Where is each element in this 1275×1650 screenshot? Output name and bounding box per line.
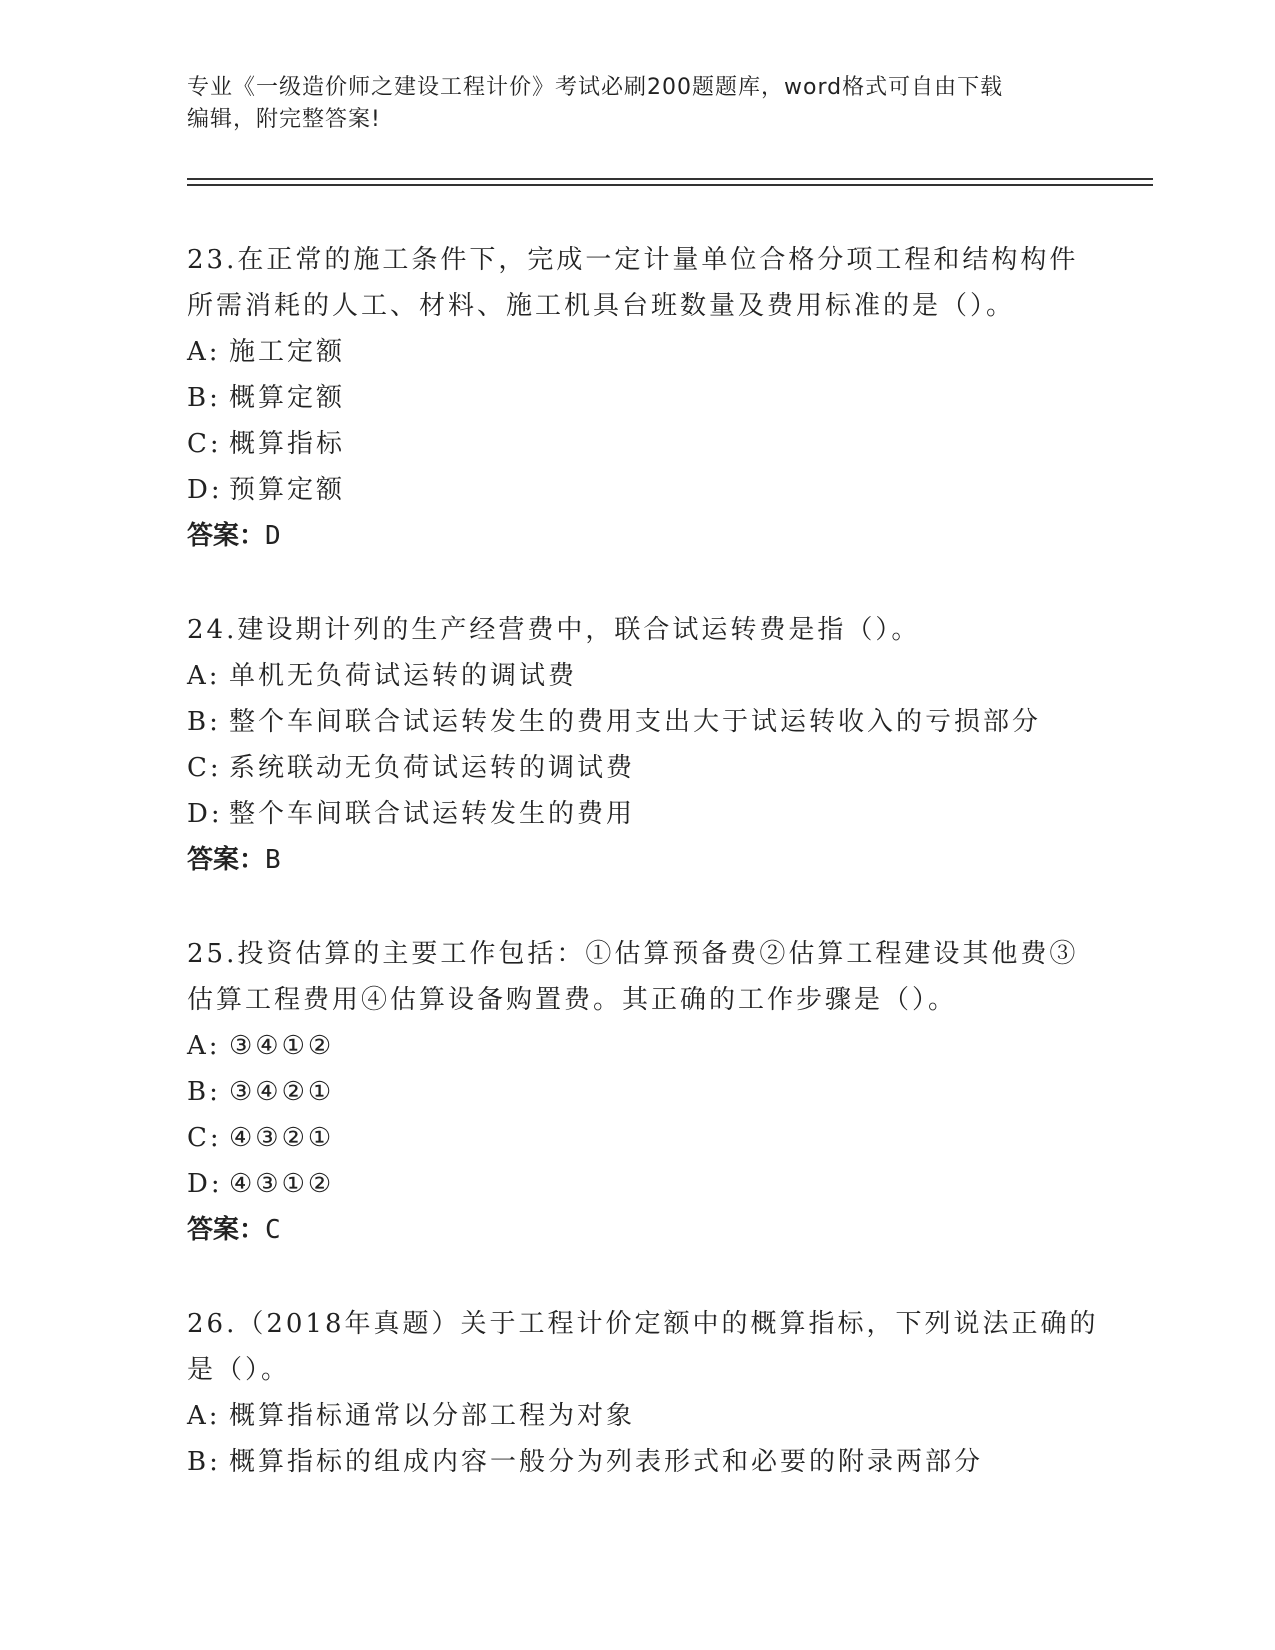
option-text: 单机无负荷试运转的调试费	[229, 661, 578, 691]
answer-label: 答案：	[187, 1215, 266, 1245]
option-b	[187, 1439, 1107, 1485]
option-letter: B:	[187, 1447, 221, 1477]
option-letter: C:	[187, 429, 222, 459]
option-c	[187, 421, 1107, 467]
option-text: ③④②①	[229, 1077, 335, 1107]
question-stem-line: 23.在正常的施工条件下，完成一定计量单位合格分项工程和结构构件	[187, 245, 1079, 275]
question-stem-line: 25.投资估算的主要工作包括：①估算预备费②估算工程建设其他费③	[187, 939, 1079, 969]
option-letter: D:	[187, 475, 223, 505]
option-d	[187, 1161, 1107, 1207]
header-line-2: 编辑，附完整答案!	[187, 107, 381, 132]
question-stem-line: 所需消耗的人工、材料、施工机具台班数量及费用标准的是（）。	[187, 291, 1016, 321]
option-letter: A:	[187, 1401, 221, 1431]
option-text: 概算指标通常以分部工程为对象	[229, 1401, 636, 1431]
option-b	[187, 375, 1107, 421]
option-letter: A:	[187, 661, 221, 691]
option-text: 概算定额	[229, 383, 346, 413]
option-text: 系统联动无负荷试运转的调试费	[229, 753, 636, 783]
answer-value: B	[265, 845, 281, 875]
option-d	[187, 791, 1107, 837]
question-24	[187, 607, 1107, 883]
question-stem-line: 是（）。	[187, 1355, 291, 1385]
option-text: 概算指标的组成内容一般分为列表形式和必要的附录两部分	[229, 1447, 984, 1477]
header-divider-bottom	[187, 184, 1153, 186]
question-stem-line: 估算工程费用④估算设备购置费。其正确的工作步骤是（）。	[187, 985, 958, 1015]
option-a	[187, 1023, 1107, 1069]
option-letter: C:	[187, 1123, 222, 1153]
question-list	[187, 237, 1107, 1533]
question-23	[187, 237, 1107, 559]
option-text: 整个车间联合试运转发生的费用	[229, 799, 636, 829]
option-c	[187, 1115, 1107, 1161]
question-stem-line: 24.建设期计列的生产经营费中，联合试运转费是指（）。	[187, 615, 921, 645]
option-letter: B:	[187, 707, 221, 737]
answer-line	[187, 513, 1107, 559]
header-line-1: 专业《一级造价师之建设工程计价》考试必刷200题题库，word格式可自由下载	[187, 75, 1004, 100]
option-text: 预算定额	[229, 475, 346, 505]
answer-value: C	[265, 1215, 281, 1245]
option-letter: A:	[187, 1031, 221, 1061]
option-b	[187, 699, 1107, 745]
option-letter: B:	[187, 1077, 221, 1107]
option-letter: B:	[187, 383, 221, 413]
answer-label: 答案：	[187, 521, 266, 551]
option-text: 整个车间联合试运转发生的费用支出大于试运转收入的亏损部分	[229, 707, 1042, 737]
question-25	[187, 931, 1107, 1253]
option-a	[187, 1393, 1107, 1439]
answer-label: 答案：	[187, 845, 266, 875]
option-letter: C:	[187, 753, 222, 783]
option-d	[187, 467, 1107, 513]
question-26	[187, 1301, 1107, 1485]
option-text: ④③①②	[229, 1169, 335, 1199]
answer-line	[187, 837, 1107, 883]
document-header	[187, 72, 1067, 136]
option-text: 概算指标	[229, 429, 346, 459]
option-b	[187, 1069, 1107, 1115]
option-text: ④③②①	[229, 1123, 335, 1153]
option-c	[187, 745, 1107, 791]
option-text: 施工定额	[229, 337, 346, 367]
option-letter: D:	[187, 799, 223, 829]
option-letter: D:	[187, 1169, 223, 1199]
option-letter: A:	[187, 337, 221, 367]
option-a	[187, 653, 1107, 699]
header-divider-top	[187, 178, 1153, 180]
option-text: ③④①②	[229, 1031, 335, 1061]
option-a	[187, 329, 1107, 375]
question-stem-line: 26.（2018年真题）关于工程计价定额中的概算指标，下列说法正确的	[187, 1309, 1099, 1339]
answer-value: D	[265, 521, 281, 551]
answer-line	[187, 1207, 1107, 1253]
